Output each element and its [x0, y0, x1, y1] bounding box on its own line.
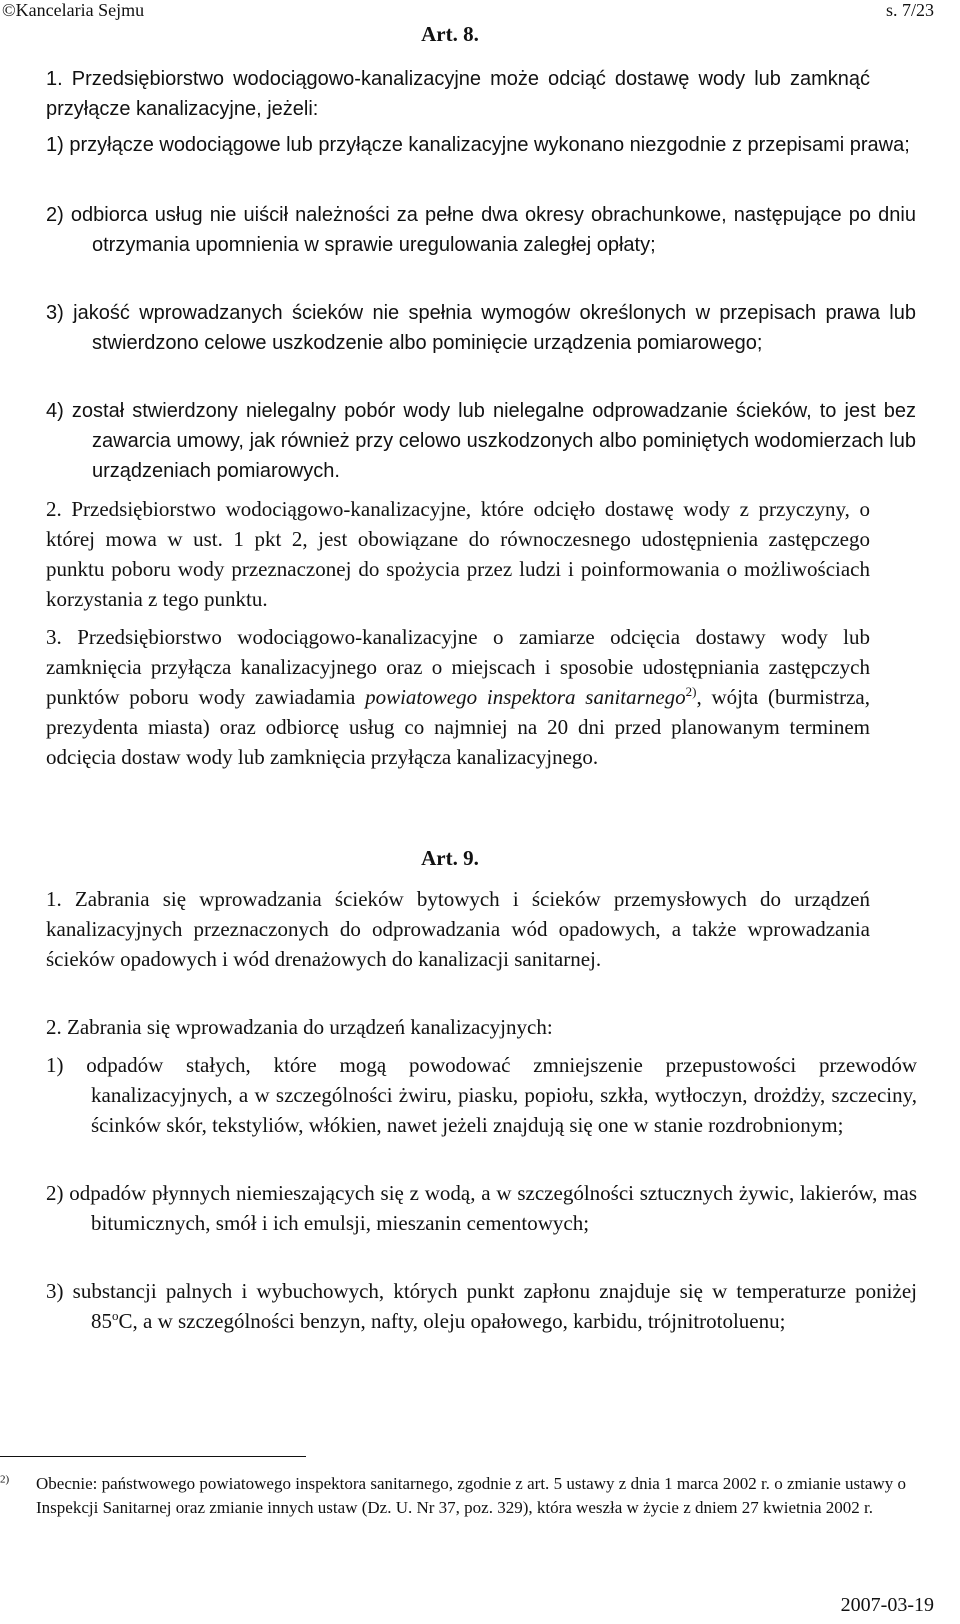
art9-item-2: 2) odpadów płynnych niemieszających się z wodą, a w szczególności sztucznych żywic, lakierów, mas bitumicznych, smół i ich emulsji, mieszanin cementowych; — [46, 1181, 917, 1235]
footnote-text: Obecnie: państwowego powiatowego inspektora sanitarnego, zgodnie z art. 5 ustawy z dnia 1 marca 2002 r. o zmianie ustawy o Inspekcji Sanitarnej oraz zmianie innych ustaw (Dz. U. Nr 37, poz. 329), która weszła w życie z dniem 27 kwietnia 2002 r. — [36, 1474, 906, 1517]
header-copyright: ©Kancelaria Sejmu — [2, 0, 145, 20]
header-page-number: s. 7/23 — [885, 0, 934, 20]
art8-p3-text-a: 3. Przedsiębiorstwo wodociągowo-kanalizacyjne o zamiarze odcięcia dostawy wody lub zamknięcia przyłącza kanalizacyjnego oraz o miejscach i sposobie udostępniania zastępczych punktów poboru wody zawiadamia — [46, 625, 870, 709]
art9-paragraph-2-intro: 2. Zabrania się wprowadzania do urządzeń kanalizacyjnych: — [46, 1015, 553, 1039]
art8-item-4: 4) został stwierdzony nielegalny pobór wody lub nielegalne odprowadzanie ścieków, to jest bez zawarcia umowy, jak również przy celowo uszkodzonych albo pominiętych wodomierzach lub urządzeniach pomiarowych. — [46, 400, 916, 482]
art9-item-3-text-b: C, a w szczególności benzyn, nafty, oleju opałowego, karbidu, trójnitrotoluenu; — [118, 1309, 786, 1333]
art9-paragraph-1: 1. Zabrania się wprowadzania ścieków bytowych i ścieków przemysłowych do urządzeń kanalizacyjnych przeznaczonych do odprowadzania wód opadowych, a także wprowadzania ścieków opadowych i wód drenażowych do kanalizacji sanitarnej. — [46, 887, 870, 971]
art8-item-2: 2) odbiorca usług nie uiścił należności za pełne dwa okresy obrachunkowe, następujące po dniu otrzymania upomnienia w sprawie uregulowania zaległej opłaty; — [46, 204, 916, 256]
degree-superscript: o — [112, 1308, 119, 1323]
article-9-title: Art. 9. — [421, 846, 479, 870]
art8-paragraph-1-intro: 1. Przedsiębiorstwo wodociągowo-kanalizacyjne może odciąć dostawę wody lub zamknąć przyłącze kanalizacyjne, jeżeli: — [46, 68, 870, 120]
article-8-title: Art. 8. — [421, 22, 479, 46]
art8-item-3: 3) jakość wprowadzanych ścieków nie spełnia wymogów określonych w przepisach prawa lub stwierdzono celowe uszkodzenie albo pominięcie urządzenia pomiarowego; — [46, 302, 916, 354]
art8-p3-italic: powiatowego inspektora sanitarnego — [365, 685, 686, 709]
art8-paragraph-3 — [46, 622, 870, 772]
footnote-2 — [0, 1472, 906, 1520]
footer-date: 2007-03-19 — [840, 1594, 934, 1616]
art9-item-1: 1) odpadów stałych, które mogą powodować zmniejszenie przepustowości przewodów kanalizacyjnych, a w szczególności żwiru, piasku, popiołu, szkła, wytłoczyn, drożdży, szczeciny, ścinków skór, tekstyliów, włókien, nawet jeżeli znajdują się one w stanie rozdrobnionym; — [46, 1053, 917, 1137]
art8-paragraph-2: 2. Przedsiębiorstwo wodociągowo-kanalizacyjne, które odcięło dostawę wody z przyczyny, o której mowa w ust. 1 pkt 2, jest obowiązane do równoczesnego udostępnienia zastępczego punktu poboru wody przeznaczonej do spożycia przez ludzi i poinformowania o możliwościach korzystania z tego punktu. — [46, 497, 870, 611]
art9-item-3-text-a: 3) substancji palnych i wybuchowych, których punkt zapłonu znajduje się w temperaturze poniżej 85 — [46, 1279, 917, 1333]
footnote-mark: 2) — [0, 1473, 10, 1486]
footnote-ref-2: 2) — [685, 684, 697, 699]
art8-p3-text-b: , wójta (burmistrza, prezydenta miasta) oraz odbiorcę usług co najmniej na 20 dni przed planowanym terminem odcięcia dostaw wody lub zamknięcia przyłącza kanalizacyjnego. — [46, 685, 871, 769]
art9-item-3 — [46, 1276, 917, 1336]
art8-item-1: 1) przyłącze wodociągowe lub przyłącze kanalizacyjne wykonano niezgodnie z przepisami prawa; — [46, 134, 910, 156]
footnote-divider — [0, 1456, 306, 1457]
